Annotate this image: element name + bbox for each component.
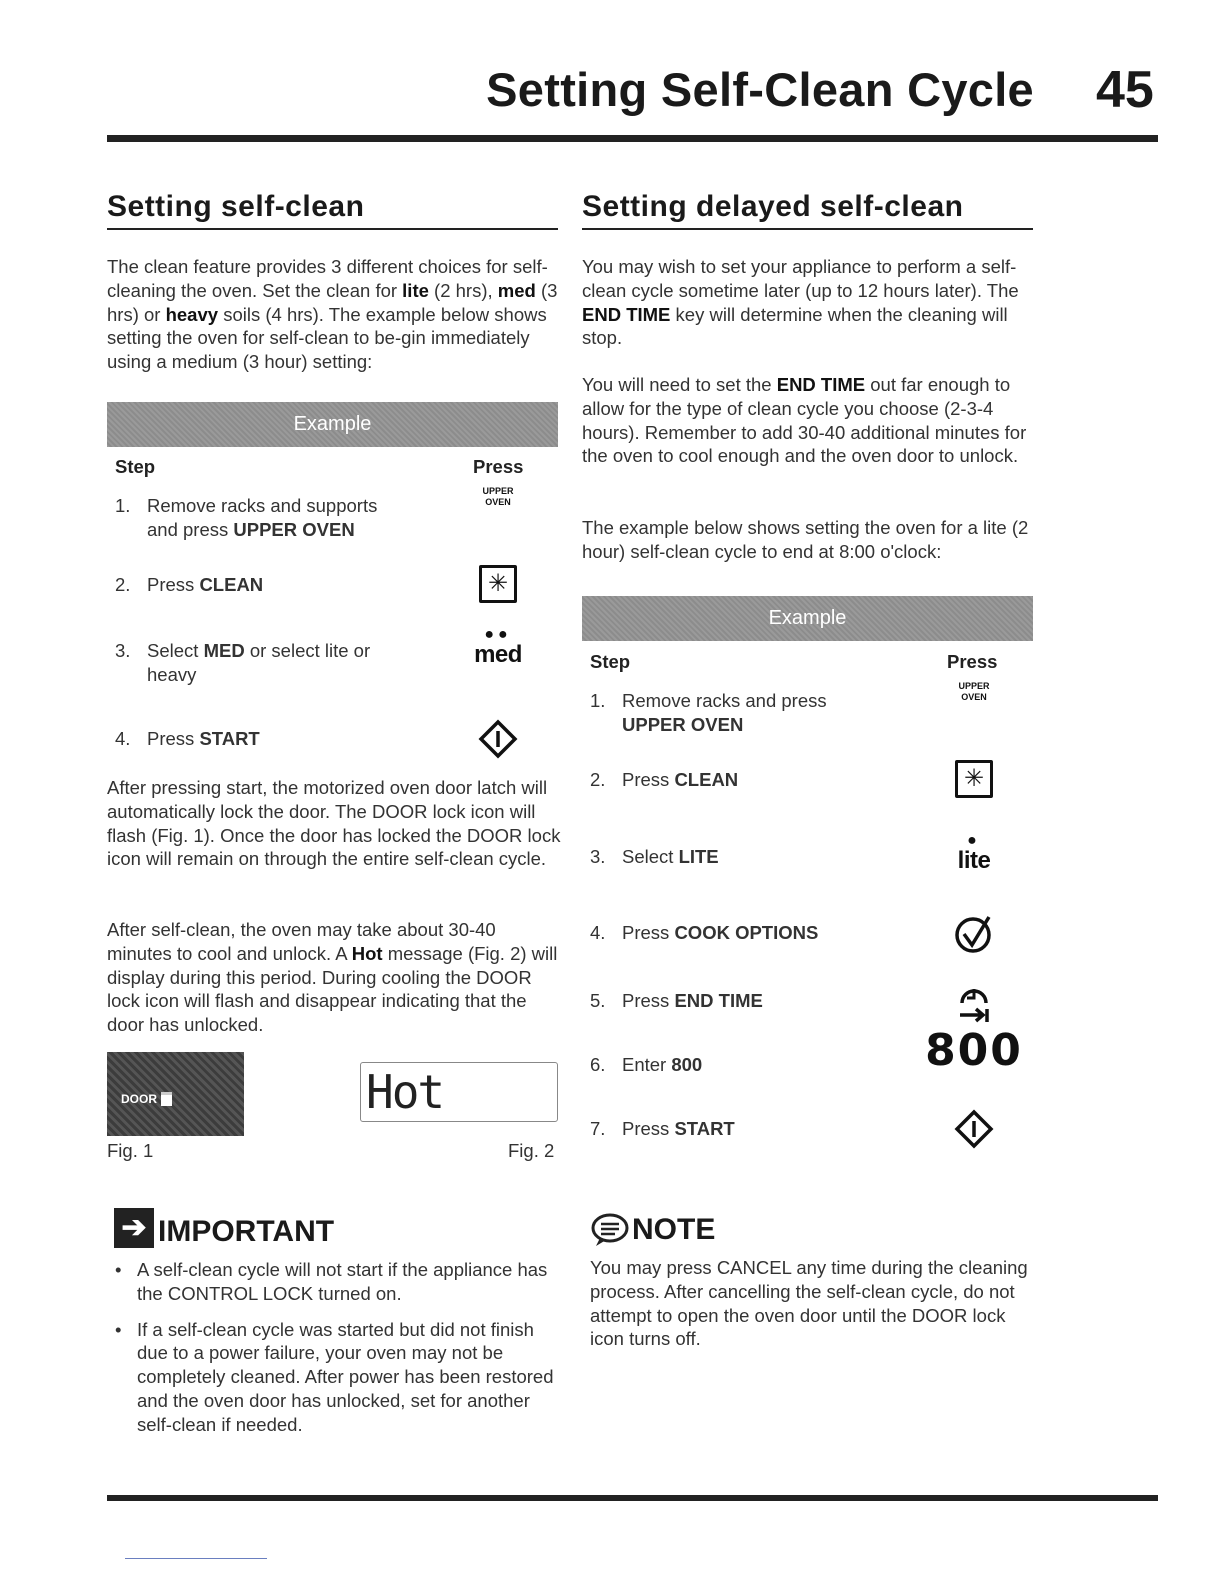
press-header: Press	[473, 456, 524, 477]
text: You will need to set the	[582, 374, 777, 395]
bold-text: COOK OPTIONS	[674, 922, 819, 943]
bullet-text: A self-clean cycle will not start if the appliance has the CONTROL LOCK turned on.	[137, 1259, 548, 1304]
step-text	[147, 639, 407, 687]
page-number: 45	[1096, 61, 1154, 119]
upper-oven-key: UPPER OVEN	[958, 681, 990, 702]
step-text	[147, 727, 407, 751]
press-key	[448, 627, 548, 667]
end-time-paragraph	[582, 373, 1037, 468]
text: Press	[622, 769, 675, 790]
text: Press	[622, 1118, 675, 1139]
start-icon	[954, 1109, 994, 1149]
example-bar: Example	[107, 402, 558, 447]
text: key will determine when the cleaning will stop.	[582, 303, 1008, 349]
text: Select	[147, 640, 204, 661]
step-number: 1.	[590, 690, 606, 711]
bold-text: END TIME	[776, 374, 866, 395]
text: After self-clean, the oven may take about 30-40 minutes to cool and unlock. A	[107, 919, 496, 964]
bullet-text: If a self-clean cycle was started but did not finish due to a power failure, your oven may not be completely cleaned. After power has been restored and the oven door has unlocked, set for another self-clean if needed.	[137, 1318, 554, 1435]
important-header	[114, 1208, 334, 1248]
fig1-image	[107, 1052, 244, 1136]
lock-icon	[161, 1092, 172, 1106]
text: Enter	[622, 1054, 672, 1075]
text: (3 hrs) or	[107, 279, 558, 325]
text: Press	[622, 922, 675, 943]
text: Press	[147, 574, 200, 595]
note-icon	[590, 1212, 630, 1248]
important-arrow-icon: ➔	[114, 1208, 154, 1248]
delayed-intro	[582, 255, 1037, 350]
text: The clean feature provides 3 different choices for self-cleaning the oven. Set the clean for	[107, 256, 548, 301]
step-text	[622, 845, 882, 869]
step-text	[147, 494, 407, 542]
clean-icon: ✳	[479, 565, 517, 603]
text: Press	[622, 990, 675, 1011]
step-number: 5.	[590, 990, 606, 1011]
hot-message: Hot	[366, 1065, 444, 1119]
bold-text: END TIME	[674, 990, 763, 1011]
press-key	[924, 1109, 1024, 1149]
example-bar: Example	[582, 596, 1033, 641]
section-heading-delayed: Setting delayed self-clean	[582, 190, 1033, 230]
step-text	[622, 768, 882, 792]
example-intro	[582, 516, 1037, 564]
step-number: 6.	[590, 1054, 606, 1075]
press-key	[924, 981, 1024, 1025]
display-800: 800	[925, 1025, 1023, 1076]
upper-oven-key: UPPER OVEN	[482, 486, 514, 507]
important-list	[115, 1258, 555, 1437]
step-header: Step	[115, 456, 156, 477]
door-label: DOOR	[121, 1092, 157, 1106]
fig2-caption: Fig. 2	[508, 1140, 555, 1161]
important-title: IMPORTANT	[158, 1215, 335, 1248]
text: or select lite or heavy	[147, 640, 371, 685]
step-number: 3.	[590, 846, 606, 867]
bold-text: CLEAN	[674, 769, 739, 790]
bold-text: med	[497, 279, 536, 301]
important-bullet: • A self-clean cycle will not start if the appliance has the CONTROL LOCK turned on.	[115, 1259, 548, 1304]
bold-text: START	[674, 1118, 735, 1139]
text: After pressing start, the motorized oven door latch will automatically lock the door. The DOOR lock icon will flash (Fig. 1). Once the door has locked the DOOR lock icon will remain on through the entire self-clean cycle.	[107, 777, 561, 870]
press-key	[924, 913, 1024, 955]
press-key	[924, 833, 1024, 873]
text: Select	[622, 846, 679, 867]
start-icon	[478, 719, 518, 759]
step-number: 2.	[590, 769, 606, 790]
press-header: Press	[947, 651, 998, 672]
press-key	[924, 760, 1024, 798]
step-number: 7.	[590, 1118, 606, 1139]
text: Press	[147, 728, 200, 749]
step-text	[622, 989, 882, 1013]
text: You may wish to set your appliance to perform a self-clean cycle sometime later (up to 12 hours later). The	[582, 256, 1019, 301]
door-lock-indicator	[121, 1092, 172, 1106]
note-title: NOTE	[632, 1213, 716, 1246]
text: The example below shows setting the oven for a lite (2 hour) self-clean cycle to end at 8:00 o'clock:	[582, 517, 1029, 562]
bold-text: LITE	[678, 846, 719, 867]
fig2-display	[360, 1062, 558, 1122]
text: out far enough to allow for the type of clean cycle you choose (2-3-4 hours). Remember to add 30-40 additional minutes for the oven to cool enough and the oven door to unlock.	[582, 374, 1027, 467]
bold-text: Hot	[351, 942, 383, 964]
end-time-icon	[956, 981, 992, 1025]
bottom-rule	[107, 1495, 1158, 1501]
text: message (Fig. 2) will display during this period. During cooling the DOOR lock icon will flash and disappear indicating that the door has unlocked.	[107, 942, 558, 1036]
step-text	[622, 921, 882, 945]
text: (2 hrs),	[428, 279, 498, 301]
bold-text: lite	[402, 279, 429, 301]
clean-icon: ✳	[955, 760, 993, 798]
step-text	[622, 1117, 882, 1141]
page-title: Setting Self-Clean Cycle	[486, 63, 1034, 116]
press-key	[448, 565, 548, 603]
step-number: 4.	[115, 728, 131, 749]
intro-paragraph	[107, 255, 562, 374]
press-key	[448, 486, 548, 508]
door-lock-paragraph	[107, 776, 562, 871]
fig1-caption: Fig. 1	[107, 1140, 154, 1161]
bold-text: START	[199, 728, 260, 749]
step-text	[147, 573, 407, 597]
press-key	[924, 681, 1024, 703]
note-header	[590, 1212, 715, 1248]
step-text	[622, 689, 882, 737]
bold-text: END TIME	[582, 303, 671, 325]
important-bullet: • If a self-clean cycle was started but did not finish due to a power failure, your oven may not be completely cleaned. After power has been restored and the oven door has unlocked, set for another self-clean if needed.	[115, 1318, 554, 1435]
cooling-paragraph	[107, 918, 562, 1037]
bold-text: CLEAN	[199, 574, 264, 595]
section-heading-self-clean: Setting self-clean	[107, 190, 558, 230]
step-number: 3.	[115, 640, 131, 661]
top-rule	[107, 135, 1158, 142]
text: Remove racks and supports and press	[147, 495, 378, 540]
bold-text: UPPER OVEN	[233, 519, 355, 540]
lite-key: ● lite	[957, 832, 991, 874]
step-number: 4.	[590, 922, 606, 943]
press-key	[924, 1025, 1024, 1076]
note-text: You may press CANCEL any time during the cleaning process. After cancelling the self-clean cycle, do not attempt to open the oven door until the DOOR lock icon turns off.	[590, 1257, 1028, 1350]
step-number: 1.	[115, 495, 131, 516]
step-number: 2.	[115, 574, 131, 595]
step-text	[622, 1053, 882, 1077]
footer-line	[125, 1558, 267, 1559]
step-header: Step	[590, 651, 631, 672]
med-key: ●● med	[474, 626, 522, 668]
text: soils (4 hrs). The example below shows setting the oven for self-clean to be-gin immediately using a medium (3 hour) setting:	[107, 303, 547, 373]
bold-text: 800	[671, 1054, 703, 1075]
bold-text: heavy	[165, 303, 219, 325]
press-key	[448, 719, 548, 759]
cook-options-icon	[953, 913, 995, 955]
bold-text: UPPER OVEN	[622, 714, 744, 735]
bold-text: MED	[203, 640, 245, 661]
text: Remove racks and press	[622, 690, 827, 711]
